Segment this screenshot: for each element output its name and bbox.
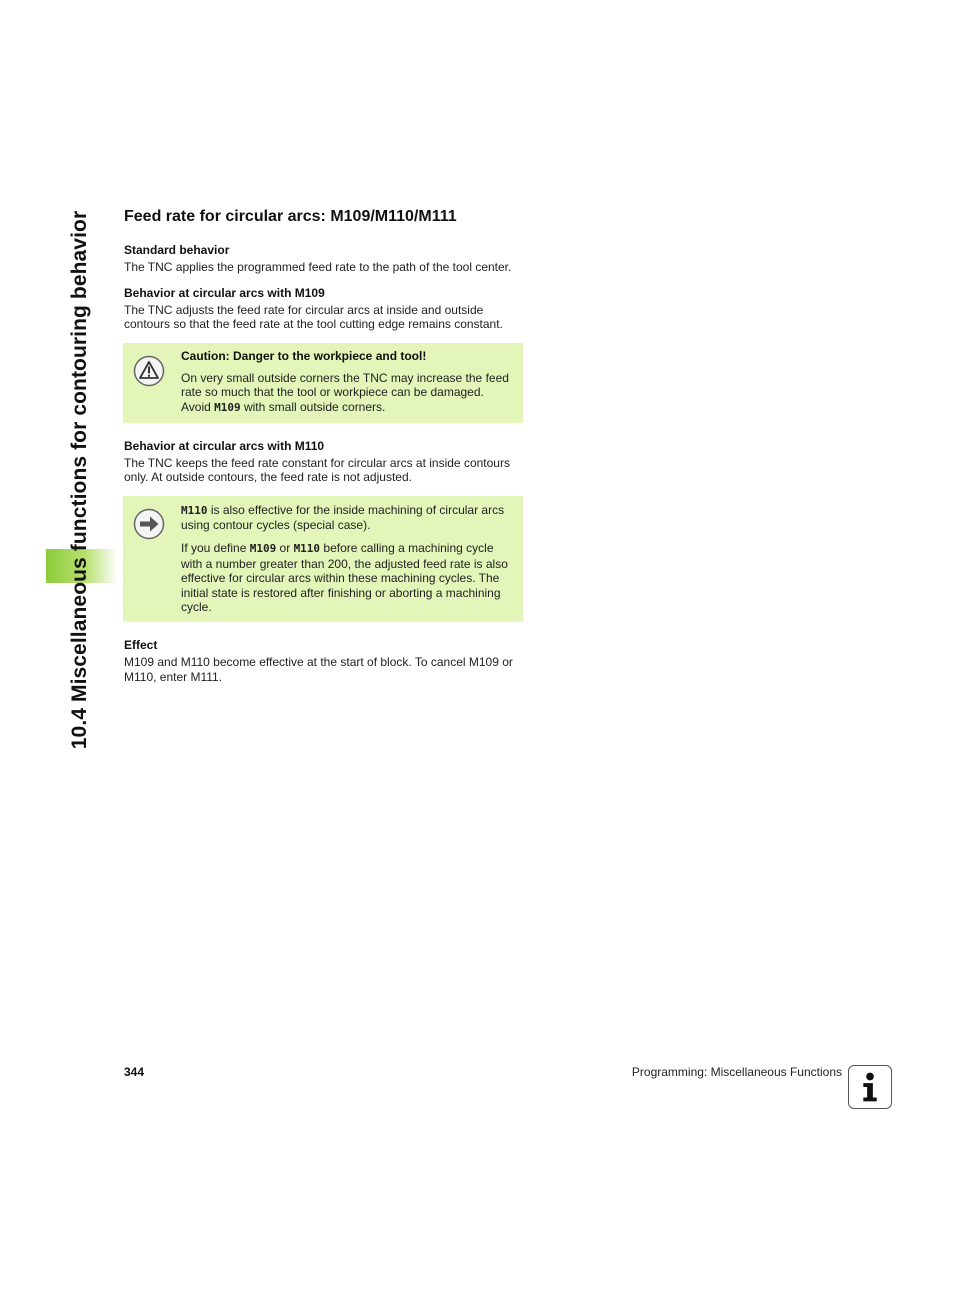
m110-title: Behavior at circular arcs with M110 [124,438,325,453]
standard-behavior-text: The TNC applies the programmed feed rate to the path of the tool center. [124,260,512,274]
section-heading: Feed rate for circular arcs: M109/M110/M111 [124,208,457,225]
caution-text [181,371,513,416]
caution-note [123,343,523,423]
info-icon [848,1065,892,1109]
m109-title: Behavior at circular arcs with M109 [124,285,325,300]
code-m109: M109 [249,541,277,555]
tip-text-part: or [276,540,294,555]
tip-text-part: If you define [181,540,250,555]
code-m110: M110 [181,503,208,517]
caution-text-part: On very small outside corners the TNC may increase the feed rate so much that the tool or workpiece can be damaged. Avoid [181,370,509,414]
main-content [124,208,522,695]
code-m109: M109 [214,400,241,414]
tip-paragraph-1 [181,503,513,533]
tip-text-part: is also effective for the inside machining of circular arcs using contour cycles (special case). [181,502,505,533]
m110-block [124,439,522,485]
tip-note [123,496,523,622]
page-number: 344 [124,1065,145,1079]
effect-block [124,638,522,684]
standard-behavior-block [124,243,522,275]
tip-paragraph-2 [181,541,513,615]
caution-text-part: with small outside corners. [240,399,386,414]
m110-text: The TNC keeps the feed rate constant for circular arcs at inside contours only. At outside contours, the feed rate is not adjusted. [124,455,510,485]
code-m110: M110 [293,541,321,555]
warning-triangle-icon [133,355,165,387]
caution-title: Caution: Danger to the workpiece and tool! [181,348,427,363]
side-section-title: 10.4 Miscellaneous functions for contouring behavior [68,210,91,750]
arrow-right-icon [133,508,165,540]
footer-chapter-title: Programming: Miscellaneous Functions [631,1065,842,1079]
m109-text: The TNC adjusts the feed rate for circular arcs at inside and outside contours so that the feed rate at the tool cutting edge remains constant. [124,302,503,332]
effect-title: Effect [124,637,158,652]
tip-text-part: before calling a machining cycle with a number greater than 200, the adjusted feed rate is also effective for circular arcs within these machining cycles. The initial state is restored after finishing or aborting a machining cycle. [181,540,508,615]
effect-text: M109 and M110 become effective at the start of block. To cancel M109 or M110, enter M111. [124,654,513,684]
standard-behavior-title: Standard behavior [124,243,230,257]
m109-block [124,286,522,332]
